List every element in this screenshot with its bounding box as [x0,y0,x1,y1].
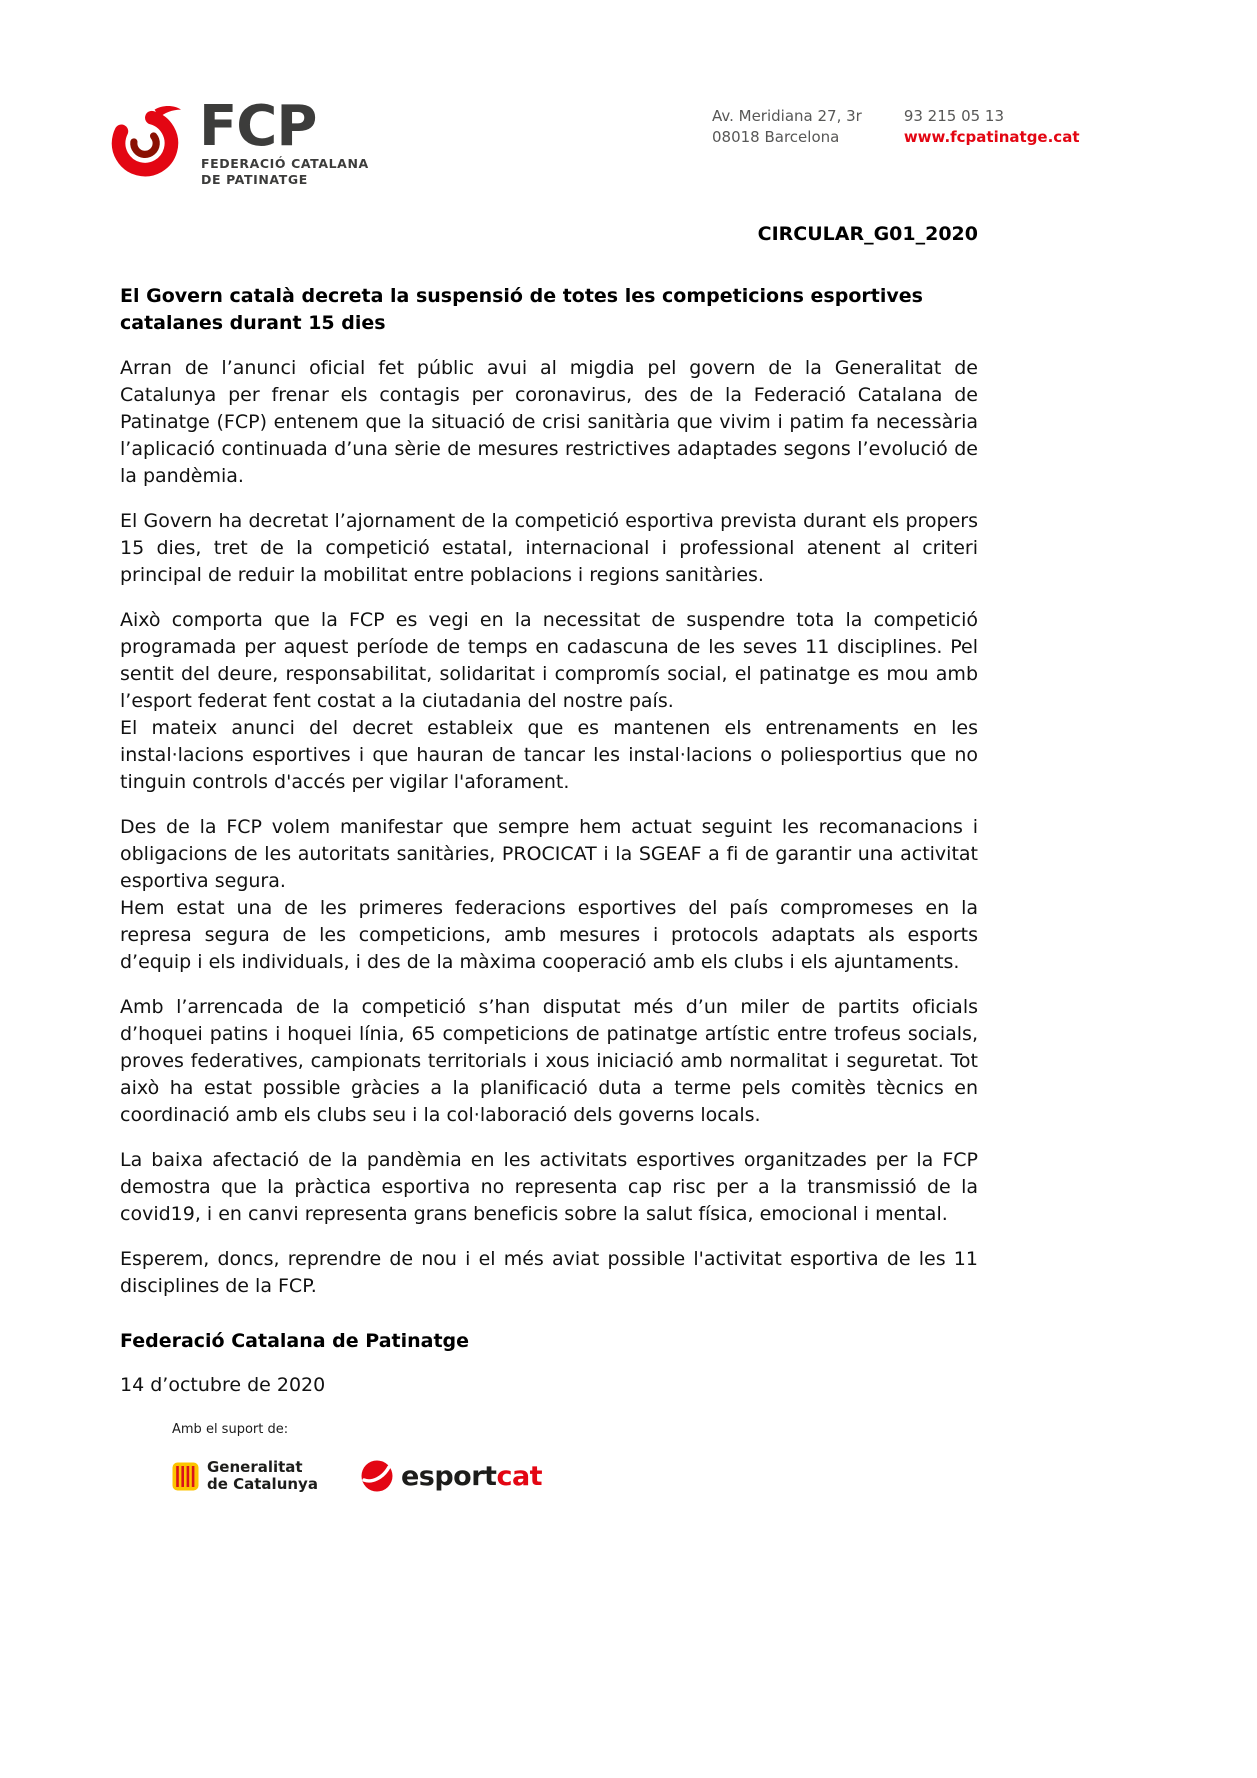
address-line1: Av. Meridiana 27, 3r [712,107,862,125]
signature-org: Federació Catalana de Patinatge [120,1330,470,1352]
phone-number: 93 215 05 13 [903,107,1005,125]
esportcat-ball-icon [360,1459,394,1493]
letterhead [0,0,1257,215]
document-reference: CIRCULAR_G01_2020 [757,223,978,245]
fcp-logo [105,94,369,188]
esportcat-part2: cat [496,1460,543,1492]
support-logos [172,1459,978,1493]
senyera-icon [172,1462,199,1491]
document-heading: El Govern català decreta la suspensió de totes les competicions esportives catalanes durant 15 dies [120,285,923,334]
paragraph-2: El Govern ha decretat l’ajornament de la competició esportiva prevista durant els propers 15 dies, tret de la competició estatal, internacional i professional atenent al criteri principal de reduir la mobilitat entre poblacions i regions sanitàries. [120,510,978,586]
esportcat-text [401,1461,542,1492]
paragraph-6: Hem estat una de les primeres federacions esportives del país compromeses en la represa segura de les competicions, amb mesures i protocols adaptats als esports d’equip i els individuals, i des de la màxima cooperació amb els clubs i els ajuntaments. [120,897,978,973]
paragraph-5: Des de la FCP volem manifestar que sempre hem actuat seguint les recomanacions i obligacions de les autoritats sanitàries, PROCICAT i la SGEAF a fi de garantir una activitat esportiva segura. [120,816,978,892]
contact-phone-web [904,106,1080,148]
paragraph-7: Amb l’arrencada de la competició s’han disputat més d’un miler de partits oficials d’hoquei patins i hoquei línia, 65 competicions de patinatge artístic entre trofeus socials, proves federatives, campionats territorials i xous iniciació amb normalitat i seguretat. Tot això ha estat possible gràcies a la planificació duta a terme pels comitès tècnics en coordinació amb els clubs seu i la col·laboració dels governs locals. [120,996,978,1126]
website-link[interactable]: www.fcpatinatge.cat [903,128,1080,146]
fcp-logo-text [199,94,369,188]
fcp-wheel-icon [105,98,185,182]
fcp-org-line2: DE PATINATGE [201,172,308,187]
address-line2: 08018 Barcelona [712,128,840,146]
contact-info [712,106,1080,148]
esportcat-logo [360,1459,542,1493]
paragraph-1: Arran de l’anunci oficial fet públic avui al migdia pel govern de la Generalitat de Catalunya per frenar els contagis per coronavirus, des de la Federació Catalana de Patinatge (FCP) entenem que la situació de crisi sanitària que vivim i patim fa necessària l’aplicació continuada d’una sèrie de mesures restrictives adaptades segons l’evolució de la pandèmia. [120,357,978,487]
generalitat-logo [172,1459,318,1493]
paragraph-8: La baixa afectació de la pandèmia en les activitats esportives organitzades per la FCP demostra que la pràctica esportiva no representa cap risc per a la transmissió de la covid19, i en canvi representa grans beneficis sobre la salut física, emocional i mental. [120,1149,978,1225]
support-label: Amb el suport de: [172,1422,289,1437]
paragraph-3: Això comporta que la FCP es vegi en la necessitat de suspendre tota la competició programada per aquest període de temps en cadascuna de les seves 11 disciplines. Pel sentit del deure, responsabilitat, solidaritat i compromís social, el patinatge es mou amb l’esport federat fent costat a la ciutadania del nostre país. [120,609,978,712]
fcp-org-line1: FEDERACIÓ CATALANA [201,156,369,171]
contact-address [712,106,862,148]
generalitat-line1: Generalitat [207,1458,303,1476]
fcp-acronym: FCP [199,94,317,159]
generalitat-text [207,1459,318,1493]
paragraph-4: El mateix anunci del decret estableix que es mantenen els entrenaments en les instal·lacions esportives i que hauran de tancar les instal·lacions o poliesportius que no tinguin controls d'accés per vigilar l'aforament. [120,717,978,793]
document-date: 14 d’octubre de 2020 [120,1374,326,1396]
document-body [120,215,978,1493]
support-section [172,1422,978,1493]
paragraph-9: Esperem, doncs, reprendre de nou i el més aviat possible l'activitat esportiva de les 11 disciplines de la FCP. [120,1248,978,1297]
esportcat-part1: esport [400,1460,497,1492]
generalitat-line2: de Catalunya [207,1475,318,1493]
